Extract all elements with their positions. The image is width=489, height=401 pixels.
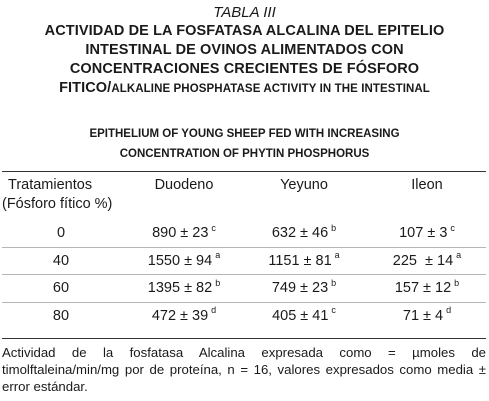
duodeno-cell xyxy=(128,220,240,248)
header-gap xyxy=(240,176,248,220)
cell-gap xyxy=(240,303,248,330)
table-footnote: Actividad de la fosfatasa Alcalina expresada como = µmoles de timolftaleina/min/mg por de proteína, n = 16, valores expresados como media ± error estándar. xyxy=(2,345,486,394)
header-gap xyxy=(120,176,128,220)
cell-gap xyxy=(240,220,248,248)
significance-letter: b xyxy=(215,277,221,288)
significance-letter: a xyxy=(334,250,340,261)
cell-value: 405 ± 41 xyxy=(272,307,329,324)
cell-gap xyxy=(120,303,128,330)
significance-letter: c xyxy=(331,305,336,316)
treatment-cell: 0 xyxy=(2,220,120,248)
cell-value: 890 ± 23 xyxy=(152,225,209,242)
header-row xyxy=(2,176,486,220)
duodeno-cell xyxy=(128,303,240,330)
cell-value: 157 ± 12 xyxy=(394,280,452,297)
cell-value: 71 ± 4 xyxy=(402,307,444,324)
ileon-cell xyxy=(368,303,486,330)
yeyuno-cell xyxy=(248,275,360,303)
table-title xyxy=(0,22,489,99)
title-line-small-part: ALKALINE PHOSPHATASE ACTIVITY IN THE INTESTINAL xyxy=(111,83,430,95)
significance-letter: d xyxy=(446,305,452,316)
cell-value: 1395 ± 82 xyxy=(147,280,213,297)
yeyuno-cell xyxy=(248,220,360,248)
table-top-rule xyxy=(2,171,486,172)
cell-gap xyxy=(120,248,128,276)
subtitle-line: CONCENTRATION OF PHYTIN PHOSPHORUS xyxy=(119,148,370,160)
cell-gap xyxy=(360,275,368,303)
significance-letter: d xyxy=(211,305,217,316)
cell-value: 749 ± 23 xyxy=(271,280,329,297)
data-table xyxy=(2,176,486,329)
significance-letter: b xyxy=(454,277,460,288)
cell-value: 472 ± 39 xyxy=(151,307,209,324)
header-duodeno: Duodeno xyxy=(154,177,214,193)
cell-value: 1550 ± 94 xyxy=(147,252,213,269)
title-line: INTESTINAL DE OVINOS ALIMENTADOS CON xyxy=(85,42,404,58)
header-treatment xyxy=(2,176,120,220)
table-bottom-rule xyxy=(2,338,486,339)
cell-gap xyxy=(360,220,368,248)
header-gap xyxy=(360,176,368,220)
yeyuno-cell xyxy=(248,303,360,330)
cell-gap xyxy=(120,220,128,248)
table-row xyxy=(2,220,486,248)
treatment-cell: 60 xyxy=(2,275,120,303)
cell-value: 225 ± 14 xyxy=(392,252,454,269)
significance-letter: c xyxy=(450,222,455,233)
significance-letter: b xyxy=(331,277,337,288)
significance-letter: a xyxy=(456,250,462,261)
table-label: TABLA III xyxy=(213,4,276,21)
header-treatment-line2: (Fósforo fítico %) xyxy=(2,196,113,212)
ileon-cell xyxy=(368,248,486,276)
duodeno-cell xyxy=(128,248,240,276)
cell-gap xyxy=(240,248,248,276)
title-line-big-part: FITICO/ xyxy=(59,80,112,96)
table-row xyxy=(2,248,486,276)
cell-gap xyxy=(360,248,368,276)
title-line-mixed xyxy=(0,79,489,99)
significance-letter: b xyxy=(331,222,337,233)
yeyuno-cell xyxy=(248,248,360,276)
significance-letter: c xyxy=(211,222,216,233)
duodeno-cell xyxy=(128,275,240,303)
header-yeyuno: Yeyuno xyxy=(280,177,328,193)
table-subtitle xyxy=(0,124,489,164)
treatment-cell: 80 xyxy=(52,307,70,324)
table-row xyxy=(2,303,486,330)
cell-gap xyxy=(120,275,128,303)
subtitle-line: EPITHELIUM OF YOUNG SHEEP FED WITH INCREASING xyxy=(89,128,400,140)
ileon-cell xyxy=(368,275,486,303)
treatment-cell: 40 xyxy=(2,248,120,276)
table-row xyxy=(2,275,486,303)
significance-letter: a xyxy=(215,250,221,261)
ileon-cell xyxy=(368,220,486,248)
cell-value: 632 ± 46 xyxy=(271,225,329,242)
header-ileon: Ileon xyxy=(411,177,443,193)
cell-value: 1151 ± 81 xyxy=(268,252,332,269)
header-treatment-line1: Tratamientos xyxy=(8,177,93,193)
cell-gap xyxy=(240,275,248,303)
cell-value: 107 ± 3 xyxy=(399,225,448,242)
title-line: ACTIVIDAD DE LA FOSFATASA ALCALINA DEL EPITELIO xyxy=(44,23,445,39)
cell-gap xyxy=(360,303,368,330)
title-line: CONCENTRACIONES CRECIENTES DE FÓSFORO xyxy=(69,61,420,77)
